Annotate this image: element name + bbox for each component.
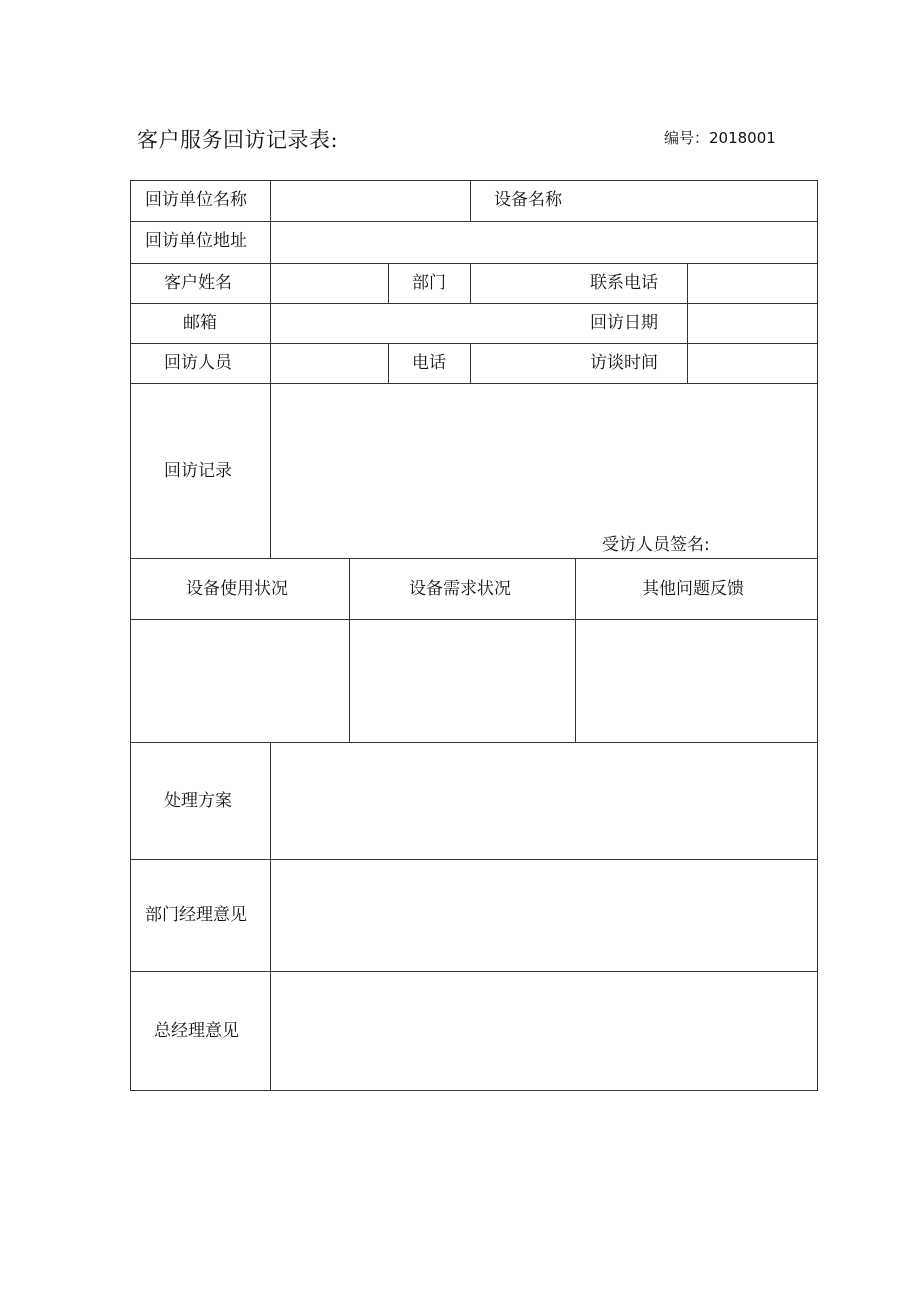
label-gm-opinion: 总经理意见 bbox=[154, 1021, 239, 1041]
label-visit-record: 回访记录 bbox=[164, 461, 232, 481]
label-phone: 电话 bbox=[412, 353, 446, 373]
gm-opinion-field[interactable] bbox=[271, 972, 817, 1090]
label-other-feedback: 其他问题反馈 bbox=[642, 579, 744, 599]
equipment-name-field[interactable] bbox=[581, 181, 817, 221]
row-divider bbox=[131, 558, 817, 559]
label-interviewee-signature: 受访人员签名: bbox=[602, 535, 710, 555]
label-customer-name: 客户姓名 bbox=[164, 273, 232, 293]
visit-record-table bbox=[130, 180, 818, 1091]
label-dept-manager-opinion: 部门经理意见 bbox=[145, 905, 247, 925]
contact-phone-field[interactable] bbox=[688, 264, 817, 303]
column-divider bbox=[388, 263, 389, 303]
label-visitor: 回访人员 bbox=[164, 353, 232, 373]
label-department: 部门 bbox=[412, 273, 446, 293]
column-divider bbox=[388, 343, 389, 383]
column-divider bbox=[470, 181, 471, 221]
interview-time-field[interactable] bbox=[688, 344, 817, 383]
label-email: 邮箱 bbox=[183, 313, 217, 333]
label-equipment-usage: 设备使用状况 bbox=[186, 579, 288, 599]
email-field[interactable] bbox=[271, 304, 571, 343]
label-equipment-demand: 设备需求状况 bbox=[409, 579, 511, 599]
visit-company-name-field[interactable] bbox=[271, 181, 470, 221]
label-solution: 处理方案 bbox=[164, 791, 232, 811]
label-visit-company-address: 回访单位地址 bbox=[145, 231, 247, 251]
customer-name-field[interactable] bbox=[271, 264, 388, 303]
solution-field[interactable] bbox=[271, 743, 817, 859]
label-equipment-name: 设备名称 bbox=[494, 190, 562, 210]
form-title: 客户服务回访记录表: bbox=[137, 128, 339, 152]
other-feedback-field[interactable] bbox=[576, 620, 817, 742]
visit-date-field[interactable] bbox=[688, 304, 817, 343]
label-visit-company-name: 回访单位名称 bbox=[145, 190, 247, 210]
visit-record-field[interactable] bbox=[271, 384, 817, 534]
label-visit-date: 回访日期 bbox=[590, 313, 658, 333]
equipment-usage-field[interactable] bbox=[131, 620, 349, 742]
label-contact-phone: 联系电话 bbox=[590, 273, 658, 293]
dept-manager-opinion-field[interactable] bbox=[271, 860, 817, 971]
label-interview-time: 访谈时间 bbox=[590, 353, 658, 373]
department-field[interactable] bbox=[471, 264, 571, 303]
equipment-demand-field[interactable] bbox=[350, 620, 575, 742]
phone-field[interactable] bbox=[471, 344, 571, 383]
visit-company-address-field[interactable] bbox=[271, 222, 817, 263]
visitor-field[interactable] bbox=[271, 344, 388, 383]
serial-number: 编号：2018001 bbox=[664, 129, 776, 147]
